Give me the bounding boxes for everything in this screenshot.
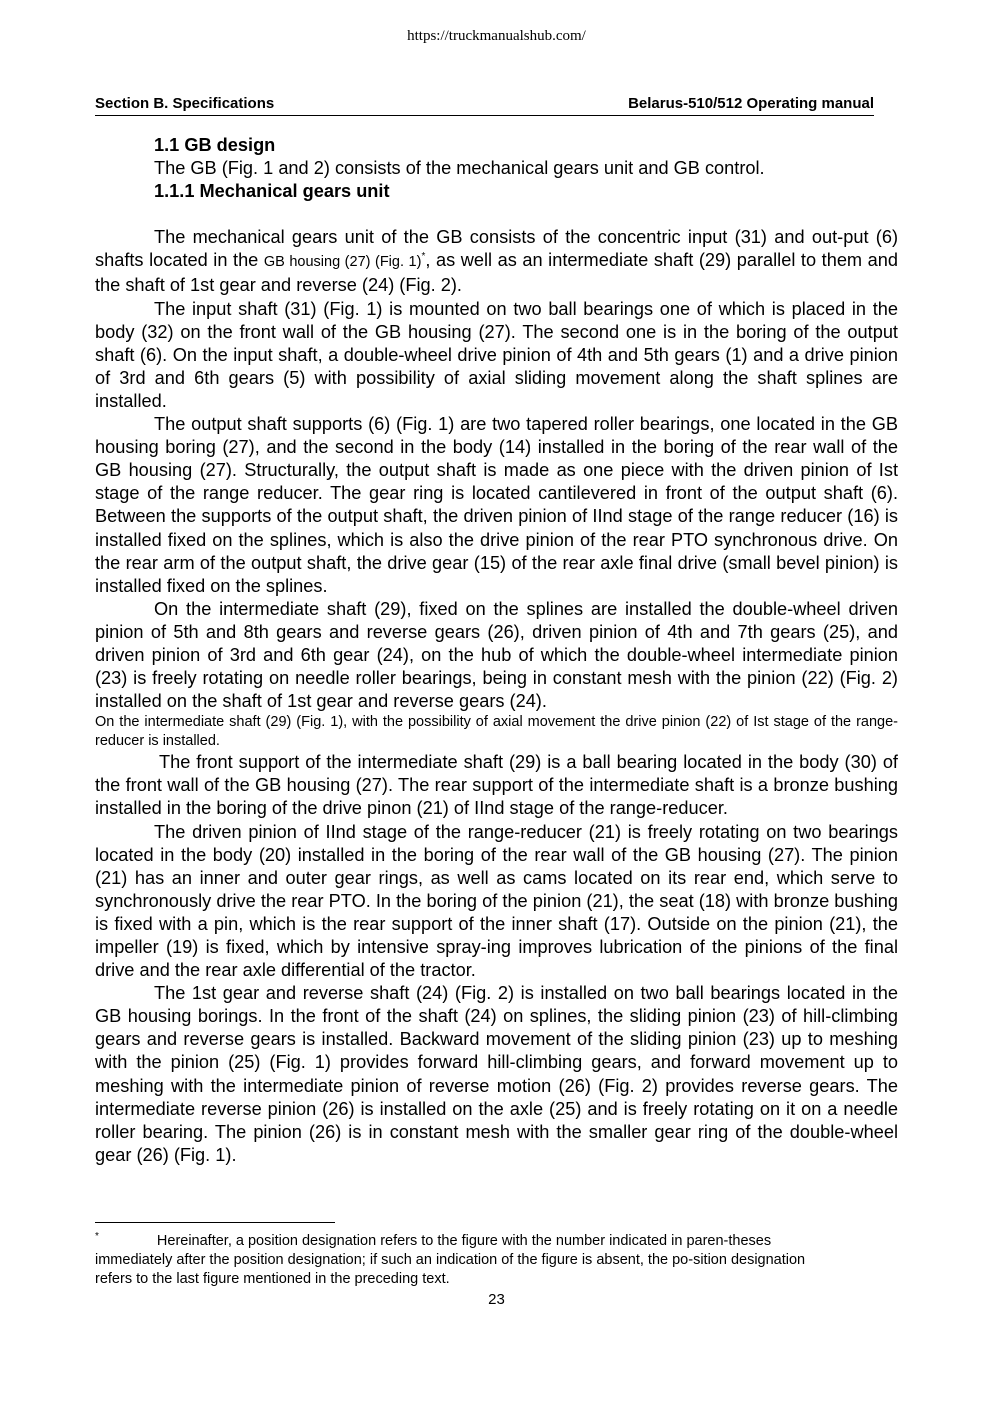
section-title: Section B. Specifications (95, 95, 275, 112)
paragraph-2: The input shaft (31) (Fig. 1) is mounted on two ball bearings one of which is placed in the body (32) on the front wall of the GB housing (27). The second one is in the boring of the output shaft (6). On the input shaft, a double-wheel drive pinion of 4th and 5th gears (1) and a drive pinion of 3rd and 6th gears (5) with possibility of axial sliding movement along the shaft splines are installed. (95, 298, 898, 411)
paragraph-5: The front support of the intermediate shaft (29) is a ball bearing located in the body (30) of the front wall of the GB housing (27). The rear support of the intermediate shaft is a bronze bushing installed in the boring of the drive pinon (21) of IInd stage of the range-reducer. (95, 752, 898, 819)
footnote-divider (95, 1222, 335, 1223)
page-body (95, 134, 898, 1167)
footnote-text: Hereinafter, a position designation refers to the figure with the number indicated in paren-theses immediately after the position designation; if such an indication of the figure is absent, the po-sition designation refers to the last figure mentioned in the preceding text. (95, 1233, 806, 1287)
paragraph-1: The mechanical gears unit of the GB consists of the concentric input (31) and out-put (6) shafts located in the GB housing (27) (Fig. 1)*, as well as an intermediate shaft (29) parallel to them and the shaft of 1st gear and reverse (24) (Fig. 2). (95, 227, 898, 296)
page-number: 23 (488, 1291, 505, 1308)
paragraph-1-small-ref: GB housing (27) (Fig. 1) (263, 254, 422, 271)
heading-gb-design: 1.1 GB design (154, 135, 276, 155)
footnote-mark: * (95, 1231, 99, 1243)
paragraph-4-note: On the intermediate shaft (29) (Fig. 1), with the possibility of axial movement the drive pinion (22) of Ist stage of the range-reducer is installed. (95, 714, 898, 750)
intro-paragraph: The GB (Fig. 1 and 2) consists of the mechanical gears unit and GB control. (154, 158, 765, 179)
running-header (95, 95, 874, 116)
footnote (95, 1232, 835, 1289)
paragraph-3: The output shaft supports (6) (Fig. 1) are two tapered roller bearings, one located in the GB housing boring (27), and the second in the body (14) installed in the boring of the rear wall of the GB housing (27). Structurally, the output shaft is made as one piece with the driven pinion of Ist stage of the range reducer. The gear ring is located cantilevered in front of the output shaft (6). Between the supports of the output shaft, the driven pinion of IInd stage of the range reducer (16) is installed fixed on the splines, which is also the drive pinion of the rear PTO synchronous drive. On the rear arm of the output shaft, the drive gear (15) of the rear axle final drive (small bevel pinion) is installed fixed on the splines. (95, 414, 898, 596)
heading-mechanical-gears-unit: 1.1.1 Mechanical gears unit (154, 181, 390, 202)
source-url[interactable]: https://truckmanualshub.com/ (407, 28, 586, 44)
paragraph-7: The 1st gear and reverse shaft (24) (Fig. 2) is installed on two ball bearings located in the GB housing borings. In the front of the shaft (24) on splines, the sliding pinion (23) of hill-climbing gears and reverse gears is installed. Backward movement of the sliding pinion (23) up to meshing with the pinion (25) (Fig. 1) provides forward hill-climbing gears, and forward movement up to meshing with the intermediate pinion of reverse motion (26) (Fig. 2) provides reverse gears. The intermediate reverse pinion (26) is installed on the axle (25) and is freely rotating on it on a needle roller bearing. The pinion (26) is in constant mesh with the smaller gear ring of the double-wheel gear (26) (Fig. 1). (95, 983, 898, 1165)
manual-title: Belarus-510/512 Operating manual (628, 95, 874, 112)
paragraph-6: The driven pinion of IInd stage of the range-reducer (21) is freely rotating on two bearings located in the body (20) installed in the boring of the rear wall of the GB housing (27). The pinion (21) has an inner and outer gear rings, as well as cams located on its rear end, which serve to synchronously drive the rear PTO. In the boring of the pinion (21), the seat (18) with bronze bushing is fixed with a pin, which is the rear support of the inner shaft (17). Outside on the pinion (21), the impeller (19) is fixed, which by intensive spray-ing improves lubrication of the pinions of the final drive and the rear axle differential of the tractor. (95, 821, 898, 981)
paragraph-4: On the intermediate shaft (29), fixed on the splines are installed the double-wheel driven pinion of 5th and 8th gears and reverse gears (26), driven pinion of 4th and 7th gears (25), and driven pinion of 3rd and 6th gear (24), on the hub of which the double-wheel intermediate pinion (23) is freely rotating on needle roller bearings, being in constant mesh with the pinion (22) (Fig. 2) installed on the shaft of 1st gear and reverse gears (24). (95, 598, 898, 712)
footnote-marker[interactable]: * (421, 251, 426, 263)
